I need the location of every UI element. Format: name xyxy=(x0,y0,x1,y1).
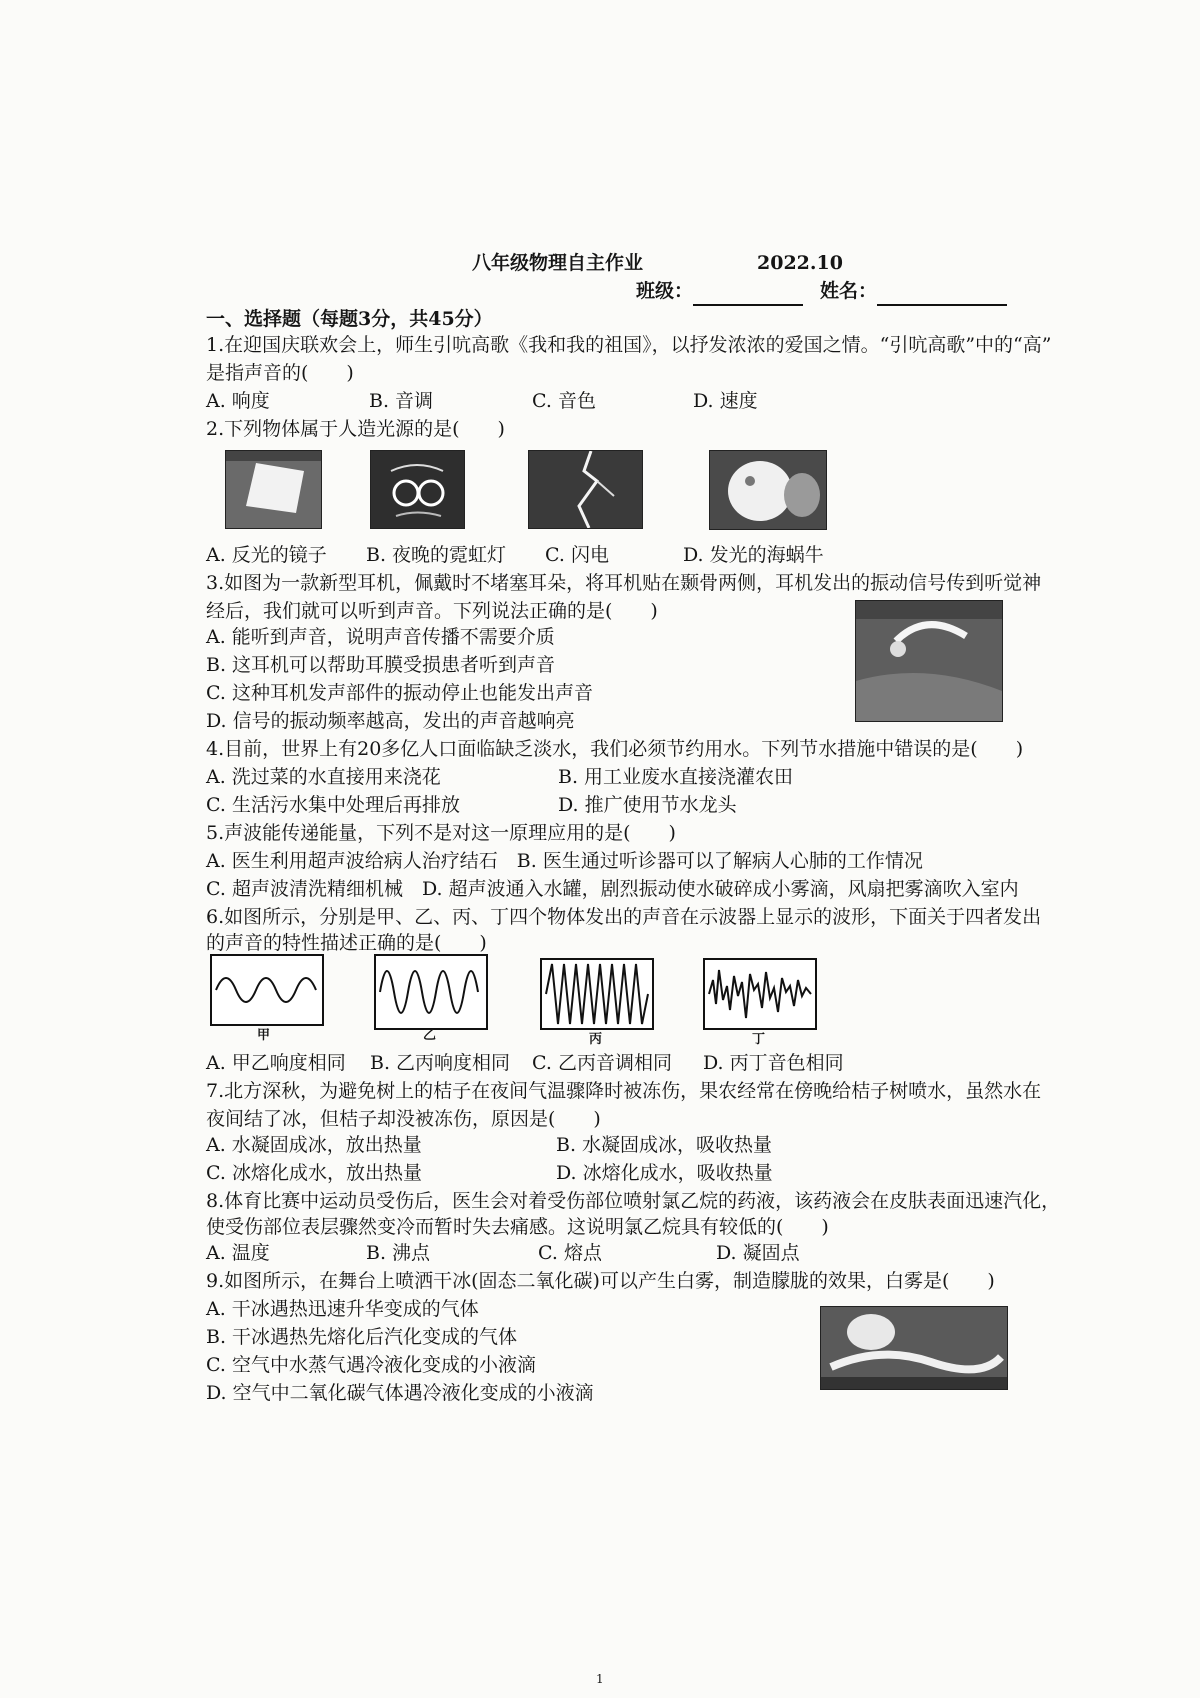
q5-options-cd: C. 超声波清洗精细机械 D. 超声波通入水罐，剧烈振动使水破碎成小雾滴，风扇把雾滴吹入室内 xyxy=(206,878,1019,900)
headphone-image xyxy=(855,600,1003,722)
q3-option-c: C. 这种耳机发声部件的振动停止也能发出声音 xyxy=(206,682,593,704)
waveform-yi xyxy=(374,954,488,1030)
q4-option-c: C. 生活污水集中处理后再排放 xyxy=(206,794,460,816)
q4-option-a: A. 洗过菜的水直接用来浇花 xyxy=(206,766,441,788)
waveform-label-yi: 乙 xyxy=(423,1028,437,1043)
q1-stem-line1: 1.在迎国庆联欢会上，师生引吭高歌《我和我的祖国》，以抒发浓浓的爱国之情。“引吭高歌”中的“高” xyxy=(206,334,1052,356)
q6-option-b: B. 乙丙响度相同 xyxy=(370,1052,511,1074)
q7-option-d: D. 冰熔化成水，吸收热量 xyxy=(556,1162,773,1184)
waveform-jia xyxy=(210,954,324,1026)
section-title: 一、选择题（每题3分，共45分） xyxy=(206,308,493,330)
neon-light-image xyxy=(370,450,465,529)
q7-stem-line1: 7.北方深秋，为避免树上的桔子在夜间气温骤降时被冻伤，果农经常在傍晚给桔子树喷水，虽然水在 xyxy=(206,1080,1042,1102)
class-field xyxy=(636,276,803,306)
waveform-label-bing: 丙 xyxy=(589,1032,603,1047)
page-number: 1 xyxy=(596,1672,604,1686)
q6-stem-line1: 6.如图所示，分别是甲、乙、丙、丁四个物体发出的声音在示波器上显示的波形，下面关于四者发出 xyxy=(206,906,1042,928)
waveform-label-ding: 丁 xyxy=(752,1032,766,1047)
q3-option-a: A. 能听到声音，说明声音传播不需要介质 xyxy=(206,626,555,648)
q5-stem: 5.声波能传递能量，下列不是对这一原理应用的是( ) xyxy=(206,822,676,844)
q2-stem: 2.下列物体属于人造光源的是( ) xyxy=(206,418,505,440)
q1-option-b: B. 音调 xyxy=(369,390,434,412)
q1-stem-line2: 是指声音的( ) xyxy=(206,362,354,384)
stage-fog-image xyxy=(820,1306,1008,1390)
q8-option-d: D. 凝固点 xyxy=(716,1242,800,1264)
q7-option-c: C. 冰熔化成水，放出热量 xyxy=(206,1162,422,1184)
q9-option-c: C. 空气中水蒸气遇冷液化变成的小液滴 xyxy=(206,1354,536,1376)
name-blank xyxy=(877,284,1007,306)
q1-option-a: A. 响度 xyxy=(206,390,270,412)
q8-stem-line2: 使受伤部位表层骤然变冷而暂时失去痛感。这说明氯乙烷具有较低的( ) xyxy=(206,1216,829,1238)
q2-option-d: D. 发光的海蜗牛 xyxy=(683,544,824,566)
q6-option-a: A. 甲乙响度相同 xyxy=(206,1052,346,1074)
q2-option-c: C. 闪电 xyxy=(545,544,609,566)
q2-option-b: B. 夜晚的霓虹灯 xyxy=(366,544,507,566)
q8-stem-line1: 8.体育比赛中运动员受伤后，医生会对着受伤部位喷射氯乙烷的药液，该药液会在皮肤表面迅速汽化， xyxy=(206,1190,1061,1212)
date: 2022.10 xyxy=(757,252,843,274)
q5-options-ab: A. 医生利用超声波给病人治疗结石 B. 医生通过听诊器可以了解病人心肺的工作情况 xyxy=(206,850,923,872)
q7-option-a: A. 水凝固成冰，放出热量 xyxy=(206,1134,422,1156)
q6-stem-line2: 的声音的特性描述正确的是( ) xyxy=(206,932,487,954)
name-label: 姓名： xyxy=(820,280,878,302)
q4-stem: 4.目前，世界上有20多亿人口面临缺乏淡水，我们必须节约用水。下列节水措施中错误的是( ) xyxy=(206,738,1024,760)
q4-option-b: B. 用工业废水直接浇灌农田 xyxy=(558,766,794,788)
glowing-sea-snail-image xyxy=(709,450,827,530)
q7-stem-line2: 夜间结了冰，但桔子却没被冻伤，原因是( ) xyxy=(206,1108,601,1130)
mirror-image xyxy=(225,450,322,529)
page-title: 八年级物理自主作业 xyxy=(472,252,644,274)
waveform-bing xyxy=(540,958,654,1030)
name-field xyxy=(820,276,1007,306)
class-label: 班级： xyxy=(636,280,694,302)
q9-option-d: D. 空气中二氧化碳气体遇冷液化变成的小液滴 xyxy=(206,1382,594,1404)
q3-stem-line1: 3.如图为一款新型耳机，佩戴时不堵塞耳朵，将耳机贴在颞骨两侧，耳机发出的振动信号传到听觉神 xyxy=(206,572,1042,594)
waveform-ding xyxy=(703,958,817,1030)
q7-option-b: B. 水凝固成冰，吸收热量 xyxy=(556,1134,773,1156)
q8-option-a: A. 温度 xyxy=(206,1242,270,1264)
q9-option-b: B. 干冰遇热先熔化后汽化变成的气体 xyxy=(206,1326,518,1348)
q4-option-d: D. 推广使用节水龙头 xyxy=(558,794,737,816)
class-blank xyxy=(693,284,803,306)
lightning-image xyxy=(528,450,643,529)
waveform-label-jia: 甲 xyxy=(257,1028,271,1043)
q1-option-c: C. 音色 xyxy=(532,390,596,412)
q3-option-d: D. 信号的振动频率越高，发出的声音越响亮 xyxy=(206,710,575,732)
q3-stem-line2: 经后，我们就可以听到声音。下列说法正确的是( ) xyxy=(206,600,658,622)
q9-option-a: A. 干冰遇热迅速升华变成的气体 xyxy=(206,1298,479,1320)
q9-stem: 9.如图所示，在舞台上喷洒干冰(固态二氧化碳)可以产生白雾，制造朦胧的效果，白雾是( ) xyxy=(206,1270,995,1292)
q8-option-b: B. 沸点 xyxy=(366,1242,431,1264)
q6-option-c: C. 乙丙音调相同 xyxy=(532,1052,672,1074)
q8-option-c: C. 熔点 xyxy=(538,1242,602,1264)
q6-option-d: D. 丙丁音色相同 xyxy=(703,1052,844,1074)
q1-option-d: D. 速度 xyxy=(693,390,758,412)
q2-option-a: A. 反光的镜子 xyxy=(206,544,327,566)
q3-option-b: B. 这耳机可以帮助耳膜受损患者听到声音 xyxy=(206,654,556,676)
